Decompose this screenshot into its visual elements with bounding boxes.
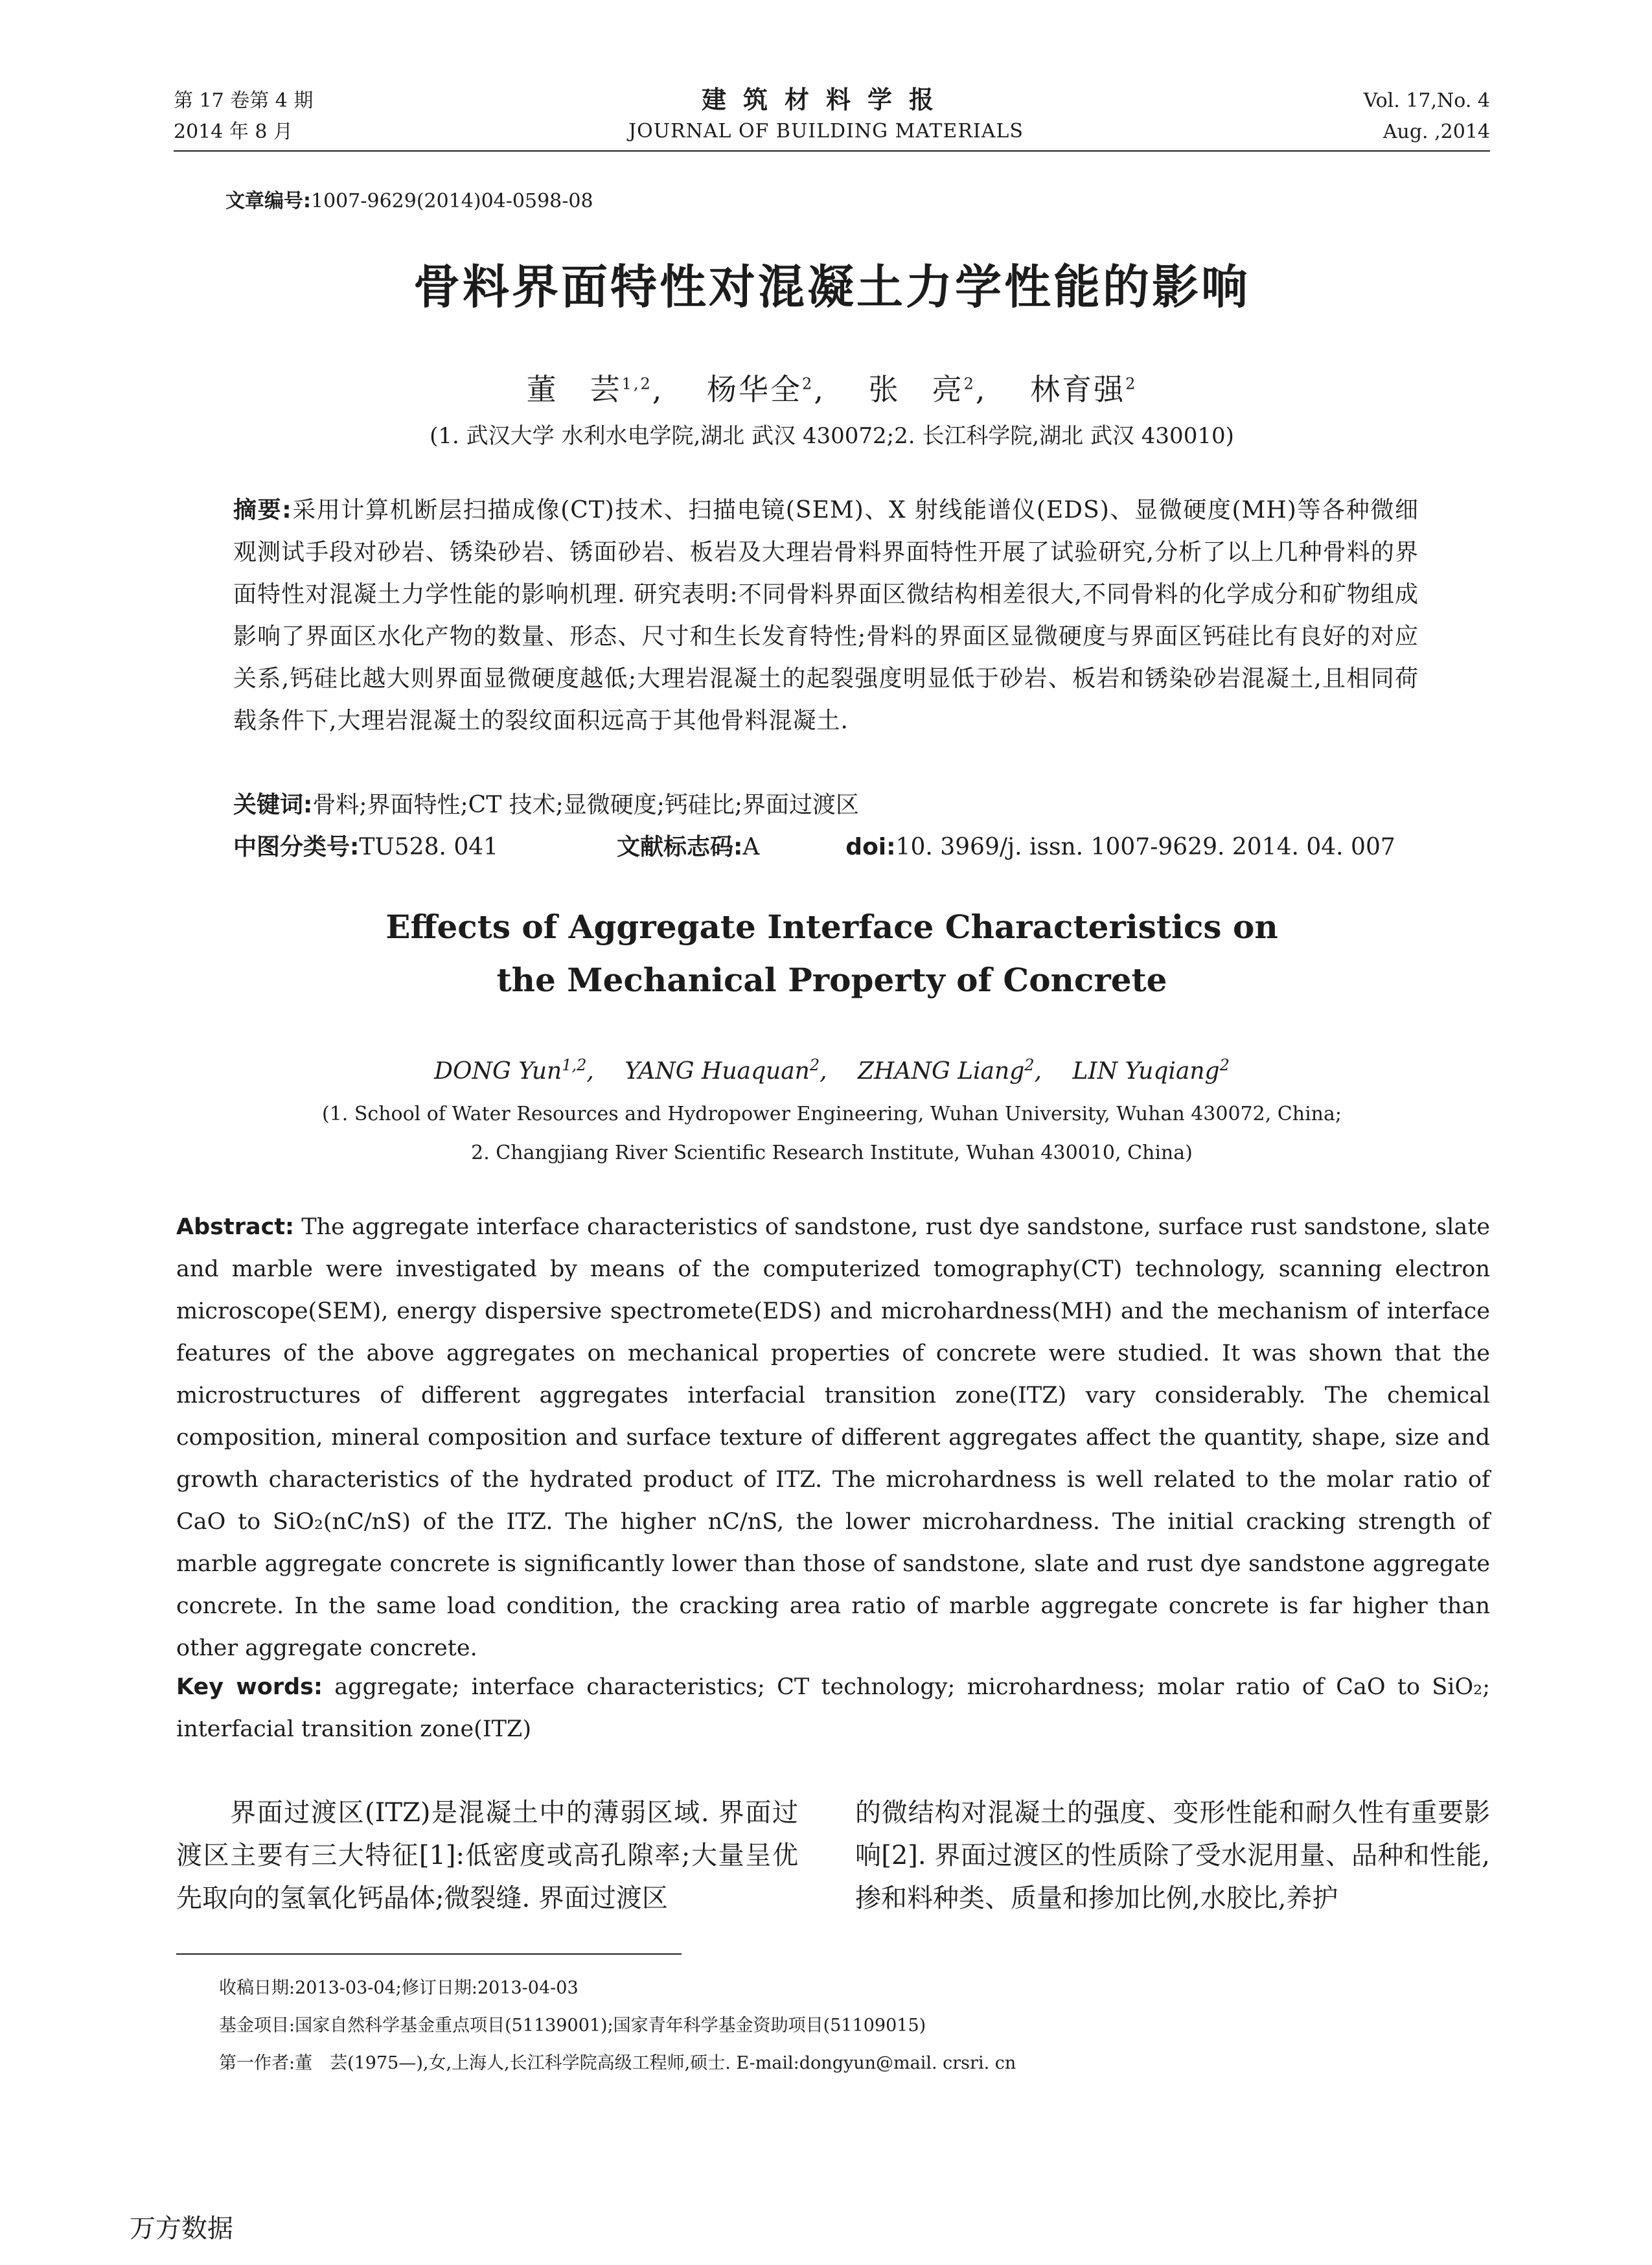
author-affil-mark: 2 — [802, 374, 814, 393]
abstract-en-text: The aggregate interface characteristics of sandstone, rust dye sandstone, surface rust sandstone, slate and marble were investigated by means of the computerized tomography(CT) technology, scanning electron microscope(SEM), energy dispersive spectromete(EDS) and microhardness(MH) and the mechanism of interface features of the above aggregates on mechanical properties of concrete were studied. It was shown that the microstructures of different aggregates interfacial transition zone(ITZ) vary considerably. The chemical composition, mineral composition and surface texture of different aggregates affect the quantity, shape, size and growth characteristics of the hydrated product of ITZ. The microhardness is well related to the molar ratio of CaO to SiO₂(nC/nS) of the ITZ. The higher nC/nS, the lower microhardness. The initial cracking strength of marble aggregate concrete is significantly lower than those of sandstone, slate and rust dye sandstone aggregate concrete. In the same load condition, the cracking area ratio of marble aggregate concrete is far higher than other aggregate concrete. — [176, 1214, 1490, 1661]
affiliation-en-line2: 2. Changjiang River Scientific Research Institute, Wuhan 430010, China) — [471, 1142, 1193, 1164]
author-en: LIN Yuqiang — [1072, 1058, 1220, 1085]
doi-value: 10. 3969/j. issn. 1007-9629. 2014. 04. 007 — [895, 834, 1395, 860]
author-affil-mark: 2 — [809, 1056, 820, 1074]
journal-title-cn: 建筑材料学报 — [701, 85, 950, 114]
abstract-cn — [233, 489, 1419, 742]
abstract-en-label: Abstract: — [176, 1214, 295, 1240]
author-affil-mark: 2 — [1125, 374, 1138, 393]
author-affil-mark: 1,2 — [562, 1056, 587, 1074]
footnote-rule — [176, 1953, 682, 1955]
keywords-cn-label: 关键词: — [233, 792, 313, 818]
body-column-right: 的微结构对混凝土的强度、变形性能和耐久性有重要影响[2]. 界面过渡区的性质除了受水泥用量、品种和性能,掺和料种类、质量和掺加比例,水胶比,养护 — [855, 1798, 1490, 1913]
abstract-en — [176, 1206, 1490, 1670]
keywords-cn-text: 骨料;界面特性;CT 技术;显微硬度;钙硅比;界面过渡区 — [312, 792, 860, 818]
header-volume-en: Vol. 17,No. 4 — [1363, 89, 1490, 112]
author-cn: 杨华全 — [707, 372, 803, 407]
author-affil-mark: 2 — [963, 374, 976, 393]
keywords-cn — [233, 784, 1419, 826]
article-number-label: 文章编号: — [225, 190, 311, 213]
header-volume-info-en — [1153, 86, 1490, 148]
author-en: YANG Huaquan — [625, 1058, 810, 1085]
author-en: ZHANG Liang — [858, 1058, 1025, 1085]
footnote-fund: 基金项目:国家自然科学基金重点项目(51139001);国家青年科学基金资助项目(51109015) — [219, 2016, 926, 2036]
page-title-cn: 骨料界面特性对混凝土力学性能的影响 — [413, 259, 1250, 314]
clc-label: 中图分类号: — [233, 834, 360, 860]
header-volume: 第 17 卷第 4 期 — [174, 89, 314, 112]
journal-title-en: JOURNAL OF BUILDING MATERIALS — [628, 120, 1024, 143]
footnote-dates: 收稿日期:2013-03-04;修订日期:2013-04-03 — [219, 1978, 579, 1998]
keywords-en-text: aggregate; interface characteristics; CT technology; microhardness; molar ratio of CaO to SiO₂; interfacial transition zone(ITZ) — [176, 1674, 1490, 1742]
author-cn: 董 芸 — [526, 372, 622, 407]
doc-code-value: A — [742, 834, 760, 860]
title-en-line2: the Mechanical Property of Concrete — [496, 961, 1167, 999]
affiliation-cn: (1. 武汉大学 水利水电学院,湖北 武汉 430072;2. 长江科学院,湖北 武汉 430010) — [430, 423, 1234, 449]
author-affil-mark: 2 — [1219, 1056, 1230, 1074]
author-affil-mark: 2 — [1024, 1056, 1035, 1074]
clc-value: TU528. 041 — [359, 834, 499, 860]
footnotes — [219, 1970, 1489, 2082]
watermark-text: 万方数据 — [130, 2214, 233, 2244]
author-cn: 林育强 — [1030, 372, 1126, 407]
footnote-author: 第一作者:董 芸(1975—),女,上海人,长江科学院高级工程师,硕士. E-mail:dongyun@mail. crsri. cn — [219, 2053, 1016, 2073]
affiliation-en — [174, 1095, 1490, 1173]
header-rule — [174, 150, 1490, 152]
header-issue-info — [174, 86, 498, 148]
article-number — [225, 185, 593, 213]
keywords-en — [176, 1666, 1490, 1751]
author-list-en: DONG Yun$^{1,2}$, YANG Huaquan$^2$, ZHANG Liang$^2$, LIN Yuqiang$^2$ — [434, 1056, 1230, 1085]
abstract-cn-text: 采用计算机断层扫描成像(CT)技术、扫描电镜(SEM)、X 射线能谱仪(EDS)、显微硬度(MH)等各种微细观测试手段对砂岩、锈染砂岩、锈面砂岩、板岩及大理岩骨料界面特性开展了试验研究,分析了以上几种骨料的界面特性对混凝土力学性能的影响机理. 研究表明:不同骨料界面区微结构相差很大,不同骨料的化学成分和矿物组成影响了界面区水化产物的数量、形态、尺寸和生长发育特性;骨料的界面区显微硬度与界面区钙硅比有良好的对应关系,钙硅比越大则界面显微硬度越低;大理岩混凝土的起裂强度明显低于砂岩、板岩和锈染砂岩混凝土,且相同荷载条件下,大理岩混凝土的裂纹面积远高于其他骨料混凝土. — [233, 497, 1419, 734]
article-number-value: 1007-9629(2014)04-0598-08 — [311, 190, 593, 213]
author-affil-mark: 1,2 — [621, 374, 652, 393]
body-column-left: 界面过渡区(ITZ)是混凝土中的薄弱区域. 界面过渡区主要有三大特征[1]:低密度或高孔隙率;大量呈优先取向的氢氧化钙晶体;微裂缝. 界面过渡区 — [176, 1798, 798, 1913]
abstract-cn-label: 摘要: — [233, 497, 292, 523]
author-list-cn: 董 芸$^{1,2}$, 杨华全$^2$, 张 亮$^2$, 林育强$^2$ — [526, 372, 1138, 407]
header-date-en: Aug. ,2014 — [1382, 121, 1490, 143]
doi-label: doi: — [845, 834, 896, 860]
header-journal — [502, 83, 1150, 146]
classification-cn — [233, 826, 1419, 868]
author-en: DONG Yun — [434, 1058, 562, 1085]
page-title-en — [174, 901, 1490, 1007]
title-en-line1: Effects of Aggregate Interface Characteristics on — [385, 908, 1278, 946]
keywords-en-label: Key words: — [176, 1674, 323, 1700]
header-date: 2014 年 8 月 — [174, 121, 293, 143]
affiliation-en-line1: (1. School of Water Resources and Hydropower Engineering, Wuhan University, Wuhan 430072, China; — [322, 1103, 1342, 1125]
author-cn: 张 亮 — [868, 372, 964, 407]
doc-code-label: 文献标志码: — [616, 834, 743, 860]
